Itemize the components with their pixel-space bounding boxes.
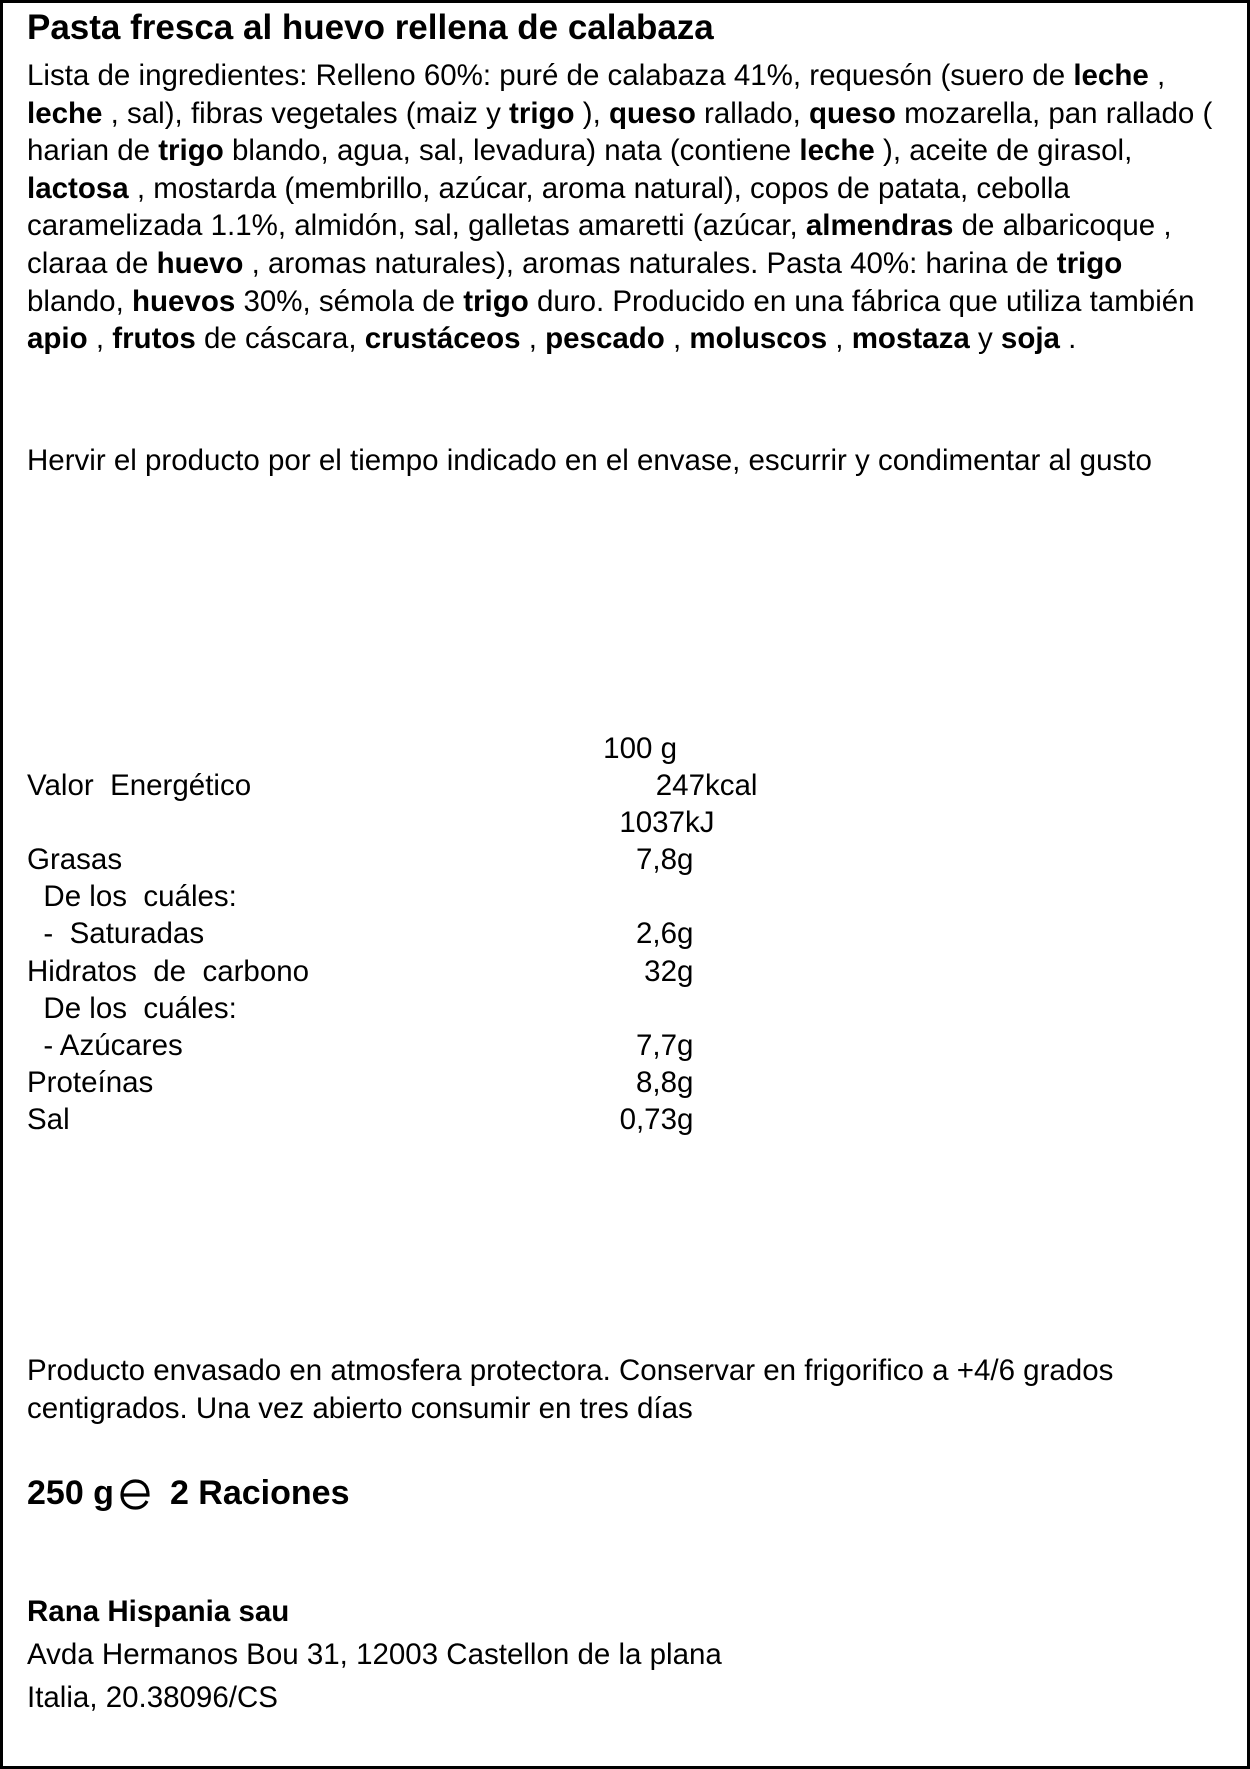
ingredient-text: ,	[520, 322, 546, 356]
allergen-highlight: trigo	[158, 134, 224, 168]
ingredient-text: , mostarda (membrillo, azúcar, aroma natural), copos de patata, cebolla caramelizada 1.1%, almidón, sal, galletas amaretti (azúcar,	[27, 171, 1070, 243]
ingredient-text: de albaricoque , claraa de	[27, 209, 1172, 280]
nutrition-row-value: 0,73g	[619, 1103, 694, 1137]
ingredient-text: duro. Producido en una fábrica que utiliza también	[528, 284, 1195, 318]
allergen-highlight: trigo	[509, 96, 575, 130]
cooking-instructions: Hervir el producto por el tiempo indicado en el envase, escurrir y condimentar al gusto	[27, 444, 1152, 477]
product-title: Pasta fresca al huevo rellena de calabaza	[27, 8, 714, 47]
company-name: Rana Hispania sau	[27, 1595, 290, 1628]
ingredient-text: ,	[1148, 59, 1166, 92]
ingredient-text: ,	[664, 322, 690, 356]
allergen-highlight: leche	[1073, 59, 1149, 92]
allergen-highlight: pescado	[545, 322, 665, 356]
storage-instructions: Producto envasado en atmosfera protectora. Conservar en frigorifico a +4/6 grados centigrados. Una vez abierto consumir en tres días	[27, 1354, 1114, 1425]
allergen-highlight: mostaza	[851, 322, 970, 356]
ingredient-text: .	[1059, 322, 1077, 356]
allergen-highlight: lactosa	[27, 171, 129, 205]
allergen-highlight: trigo	[463, 284, 529, 318]
ingredient-text: blando,	[27, 284, 132, 318]
ingredient-text: rallado,	[695, 96, 810, 130]
ingredient-text: Lista de ingredientes: Relleno 60%: puré de calabaza 41%, requesón (suero de	[27, 59, 1074, 92]
ingredient-text: de cáscara,	[195, 322, 365, 356]
nutrition-row-label: De los cuáles:	[27, 880, 237, 914]
ingredient-text: , aromas naturales), aromas naturales. Pasta 40%: harina de	[243, 246, 1057, 280]
nutrition-row-value: 8,8g	[635, 1066, 694, 1100]
allergen-highlight: queso	[608, 96, 696, 130]
net-weight-line	[27, 1473, 349, 1513]
ingredient-text: mozarella, pan rallado ( harian de	[27, 96, 1213, 168]
allergen-highlight: apio	[27, 322, 88, 356]
allergen-highlight: leche	[27, 96, 103, 130]
portions: 2 Raciones	[169, 1474, 350, 1512]
net-weight: 250 g	[27, 1474, 114, 1512]
ingredient-text: ,	[87, 322, 113, 356]
nutrition-row-label: Hidratos de carbono	[27, 954, 310, 988]
ingredients-list	[27, 57, 1227, 358]
allergen-highlight: huevos	[131, 284, 236, 318]
nutrition-row-label: Proteínas	[27, 1066, 154, 1100]
company-address: Avda Hermanos Bou 31, 12003 Castellon de la plana	[27, 1638, 722, 1671]
allergen-highlight: queso	[809, 96, 896, 130]
nutrition-row-label: De los cuáles:	[27, 991, 237, 1025]
allergen-highlight: trigo	[1056, 246, 1123, 280]
ingredient-text: blando, agua, sal, levadura) nata (contiene	[223, 134, 800, 168]
nutrition-row-value: 7,8g	[635, 843, 694, 876]
ingredient-text: y	[969, 322, 1001, 356]
allergen-highlight: moluscos	[689, 322, 828, 356]
energy-kcal: 247kcal	[655, 769, 758, 802]
allergen-highlight: crustáceos	[364, 322, 521, 356]
allergen-highlight: huevo	[156, 246, 244, 280]
ingredient-text: ),	[574, 96, 609, 130]
nutrition-row-value: 7,7g	[635, 1029, 694, 1062]
energy-label: Valor Energético	[27, 769, 252, 802]
nutrition-per-header: 100 g	[603, 732, 677, 765]
nutrition-row-value: 32g	[644, 954, 694, 988]
ingredient-text: ), aceite de girasol,	[874, 134, 1133, 168]
allergen-highlight: leche	[799, 134, 875, 168]
energy-kj: 1037kJ	[619, 806, 715, 839]
ingredient-text: , sal), fibras vegetales (maiz y	[102, 96, 510, 130]
nutrition-row-label: - Azúcares	[27, 1029, 183, 1062]
nutrition-row-label: - Saturadas	[27, 917, 205, 951]
company-origin: Italia, 20.38096/CS	[27, 1681, 278, 1714]
allergen-highlight: almendras	[805, 209, 954, 243]
estimated-sign-icon	[118, 1473, 154, 1513]
nutrition-row-value: 2,6g	[635, 917, 694, 951]
allergen-highlight: soja	[1000, 322, 1060, 356]
ingredient-text: 30%, sémola de	[235, 284, 464, 318]
nutrition-row-label: Grasas	[27, 843, 123, 876]
allergen-highlight: frutos	[112, 322, 196, 356]
nutrition-row-label: Sal	[27, 1103, 70, 1137]
ingredient-text: ,	[827, 322, 852, 356]
